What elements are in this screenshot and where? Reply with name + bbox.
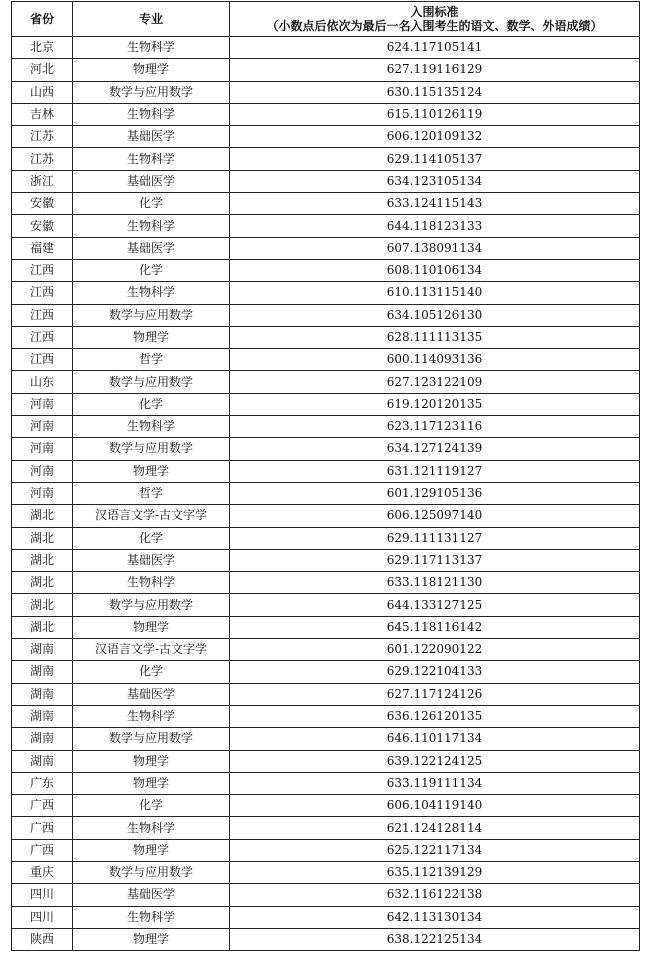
major-cell: 生物科学 xyxy=(73,906,230,928)
major-cell: 物理学 xyxy=(73,460,230,482)
table-row xyxy=(12,37,640,59)
province-cell: 江西 xyxy=(12,282,73,304)
table-row xyxy=(12,861,640,883)
major-cell: 生物科学 xyxy=(73,37,230,59)
major-cell: 化学 xyxy=(73,193,230,215)
major-cell: 数学与应用数学 xyxy=(73,594,230,616)
score-cell: 634.127124139 xyxy=(230,438,640,460)
score-cell: 627.123122109 xyxy=(230,371,640,393)
major-cell: 数学与应用数学 xyxy=(73,304,230,326)
table-row xyxy=(12,549,640,571)
score-cell: 607.138091134 xyxy=(230,237,640,259)
score-cell: 615.110126119 xyxy=(230,103,640,125)
province-cell: 湖南 xyxy=(12,705,73,727)
major-cell: 汉语言文学-古文字学 xyxy=(73,639,230,661)
table-row xyxy=(12,616,640,638)
table-row xyxy=(12,639,640,661)
table-row xyxy=(12,215,640,237)
province-cell: 河南 xyxy=(12,438,73,460)
major-cell: 数学与应用数学 xyxy=(73,81,230,103)
major-cell: 化学 xyxy=(73,393,230,415)
major-cell: 哲学 xyxy=(73,349,230,371)
table-row xyxy=(12,304,640,326)
major-cell: 数学与应用数学 xyxy=(73,728,230,750)
table-row xyxy=(12,416,640,438)
table-row xyxy=(12,193,640,215)
province-cell: 江西 xyxy=(12,326,73,348)
score-cell: 600.114093136 xyxy=(230,349,640,371)
score-cell: 633.119111134 xyxy=(230,772,640,794)
score-cell: 606.120109132 xyxy=(230,126,640,148)
header-standard-title: 入围标准 xyxy=(410,5,459,19)
province-cell: 广西 xyxy=(12,795,73,817)
province-cell: 湖南 xyxy=(12,750,73,772)
header-standard xyxy=(230,2,640,37)
table-row xyxy=(12,594,640,616)
table-row xyxy=(12,817,640,839)
score-cell: 632.116122138 xyxy=(230,884,640,906)
province-cell: 江西 xyxy=(12,349,73,371)
table-row xyxy=(12,795,640,817)
score-cell: 638.122125134 xyxy=(230,928,640,950)
province-cell: 重庆 xyxy=(12,861,73,883)
score-cell: 624.117105141 xyxy=(230,37,640,59)
score-cell: 610.113115140 xyxy=(230,282,640,304)
table-row xyxy=(12,906,640,928)
major-cell: 物理学 xyxy=(73,326,230,348)
score-cell: 627.117124126 xyxy=(230,683,640,705)
province-cell: 湖北 xyxy=(12,549,73,571)
score-cell: 633.124115143 xyxy=(230,193,640,215)
major-cell: 物理学 xyxy=(73,59,230,81)
major-cell: 生物科学 xyxy=(73,215,230,237)
province-cell: 湖北 xyxy=(12,505,73,527)
major-cell: 生物科学 xyxy=(73,817,230,839)
major-cell: 生物科学 xyxy=(73,103,230,125)
province-cell: 湖南 xyxy=(12,639,73,661)
major-cell: 生物科学 xyxy=(73,148,230,170)
major-cell: 物理学 xyxy=(73,750,230,772)
major-cell: 生物科学 xyxy=(73,572,230,594)
score-cell: 621.124128114 xyxy=(230,817,640,839)
province-cell: 江西 xyxy=(12,259,73,281)
table-row xyxy=(12,148,640,170)
major-cell: 基础医学 xyxy=(73,170,230,192)
score-cell: 644.118123133 xyxy=(230,215,640,237)
score-cell: 636.126120135 xyxy=(230,705,640,727)
province-cell: 湖南 xyxy=(12,728,73,750)
major-cell: 哲学 xyxy=(73,482,230,504)
score-cell: 633.118121130 xyxy=(230,572,640,594)
table-row xyxy=(12,81,640,103)
table-row xyxy=(12,326,640,348)
major-cell: 化学 xyxy=(73,661,230,683)
score-cell: 631.121119127 xyxy=(230,460,640,482)
major-cell: 物理学 xyxy=(73,616,230,638)
table-row xyxy=(12,170,640,192)
province-cell: 广西 xyxy=(12,839,73,861)
province-cell: 安徽 xyxy=(12,215,73,237)
table-row xyxy=(12,237,640,259)
score-cell: 628.111113135 xyxy=(230,326,640,348)
major-cell: 物理学 xyxy=(73,772,230,794)
table-row xyxy=(12,393,640,415)
header-province: 省份 xyxy=(12,2,73,37)
major-cell: 生物科学 xyxy=(73,416,230,438)
province-cell: 广东 xyxy=(12,772,73,794)
province-cell: 河南 xyxy=(12,416,73,438)
major-cell: 化学 xyxy=(73,259,230,281)
score-cell: 629.114105137 xyxy=(230,148,640,170)
table-row xyxy=(12,438,640,460)
province-cell: 山东 xyxy=(12,371,73,393)
major-cell: 生物科学 xyxy=(73,282,230,304)
score-cell: 629.122104133 xyxy=(230,661,640,683)
province-cell: 四川 xyxy=(12,884,73,906)
admission-standards-table xyxy=(11,1,640,951)
score-cell: 627.119116129 xyxy=(230,59,640,81)
score-cell: 601.122090122 xyxy=(230,639,640,661)
province-cell: 四川 xyxy=(12,906,73,928)
table-row xyxy=(12,661,640,683)
score-cell: 625.122117134 xyxy=(230,839,640,861)
table-row xyxy=(12,505,640,527)
score-cell: 629.117113137 xyxy=(230,549,640,571)
major-cell: 基础医学 xyxy=(73,549,230,571)
province-cell: 浙江 xyxy=(12,170,73,192)
province-cell: 湖北 xyxy=(12,594,73,616)
province-cell: 河南 xyxy=(12,393,73,415)
score-cell: 639.122124125 xyxy=(230,750,640,772)
table-row xyxy=(12,371,640,393)
province-cell: 湖北 xyxy=(12,616,73,638)
province-cell: 江西 xyxy=(12,304,73,326)
province-cell: 湖南 xyxy=(12,683,73,705)
province-cell: 江苏 xyxy=(12,126,73,148)
major-cell: 化学 xyxy=(73,527,230,549)
major-cell: 数学与应用数学 xyxy=(73,861,230,883)
province-cell: 河南 xyxy=(12,460,73,482)
major-cell: 汉语言文学-古文字学 xyxy=(73,505,230,527)
score-cell: 634.105126130 xyxy=(230,304,640,326)
province-cell: 北京 xyxy=(12,37,73,59)
score-cell: 642.113130134 xyxy=(230,906,640,928)
header-major: 专业 xyxy=(73,2,230,37)
table-row xyxy=(12,59,640,81)
province-cell: 江苏 xyxy=(12,148,73,170)
province-cell: 福建 xyxy=(12,237,73,259)
table-row xyxy=(12,705,640,727)
score-cell: 601.129105136 xyxy=(230,482,640,504)
major-cell: 基础医学 xyxy=(73,237,230,259)
table-row xyxy=(12,884,640,906)
table-row xyxy=(12,839,640,861)
major-cell: 数学与应用数学 xyxy=(73,371,230,393)
table-row xyxy=(12,482,640,504)
header-standard-note: （小数点后依次为最后一名入围考生的语文、数学、外语成绩） xyxy=(266,19,603,33)
table-row xyxy=(12,103,640,125)
province-cell: 陕西 xyxy=(12,928,73,950)
score-cell: 630.115135124 xyxy=(230,81,640,103)
major-cell: 基础医学 xyxy=(73,683,230,705)
table-row xyxy=(12,282,640,304)
score-cell: 645.118116142 xyxy=(230,616,640,638)
score-cell: 644.133127125 xyxy=(230,594,640,616)
province-cell: 河北 xyxy=(12,59,73,81)
major-cell: 物理学 xyxy=(73,839,230,861)
score-cell: 623.117123116 xyxy=(230,416,640,438)
score-cell: 635.112139129 xyxy=(230,861,640,883)
table-row xyxy=(12,928,640,950)
table-row xyxy=(12,527,640,549)
major-cell: 数学与应用数学 xyxy=(73,438,230,460)
table-row xyxy=(12,772,640,794)
table-row xyxy=(12,728,640,750)
score-cell: 646.110117134 xyxy=(230,728,640,750)
table-row xyxy=(12,126,640,148)
table-row xyxy=(12,683,640,705)
province-cell: 吉林 xyxy=(12,103,73,125)
header-row xyxy=(12,2,640,37)
score-cell: 606.125097140 xyxy=(230,505,640,527)
province-cell: 河南 xyxy=(12,482,73,504)
score-cell: 606.104119140 xyxy=(230,795,640,817)
score-cell: 629.111131127 xyxy=(230,527,640,549)
province-cell: 安徽 xyxy=(12,193,73,215)
score-cell: 608.110106134 xyxy=(230,259,640,281)
major-cell: 生物科学 xyxy=(73,705,230,727)
major-cell: 物理学 xyxy=(73,928,230,950)
major-cell: 基础医学 xyxy=(73,884,230,906)
score-cell: 619.120120135 xyxy=(230,393,640,415)
province-cell: 山西 xyxy=(12,81,73,103)
table-row xyxy=(12,349,640,371)
major-cell: 基础医学 xyxy=(73,126,230,148)
table-row xyxy=(12,750,640,772)
score-cell: 634.123105134 xyxy=(230,170,640,192)
province-cell: 湖北 xyxy=(12,527,73,549)
table-row xyxy=(12,572,640,594)
province-cell: 湖南 xyxy=(12,661,73,683)
table-row xyxy=(12,460,640,482)
table-row xyxy=(12,259,640,281)
province-cell: 湖北 xyxy=(12,572,73,594)
major-cell: 化学 xyxy=(73,795,230,817)
province-cell: 广西 xyxy=(12,817,73,839)
